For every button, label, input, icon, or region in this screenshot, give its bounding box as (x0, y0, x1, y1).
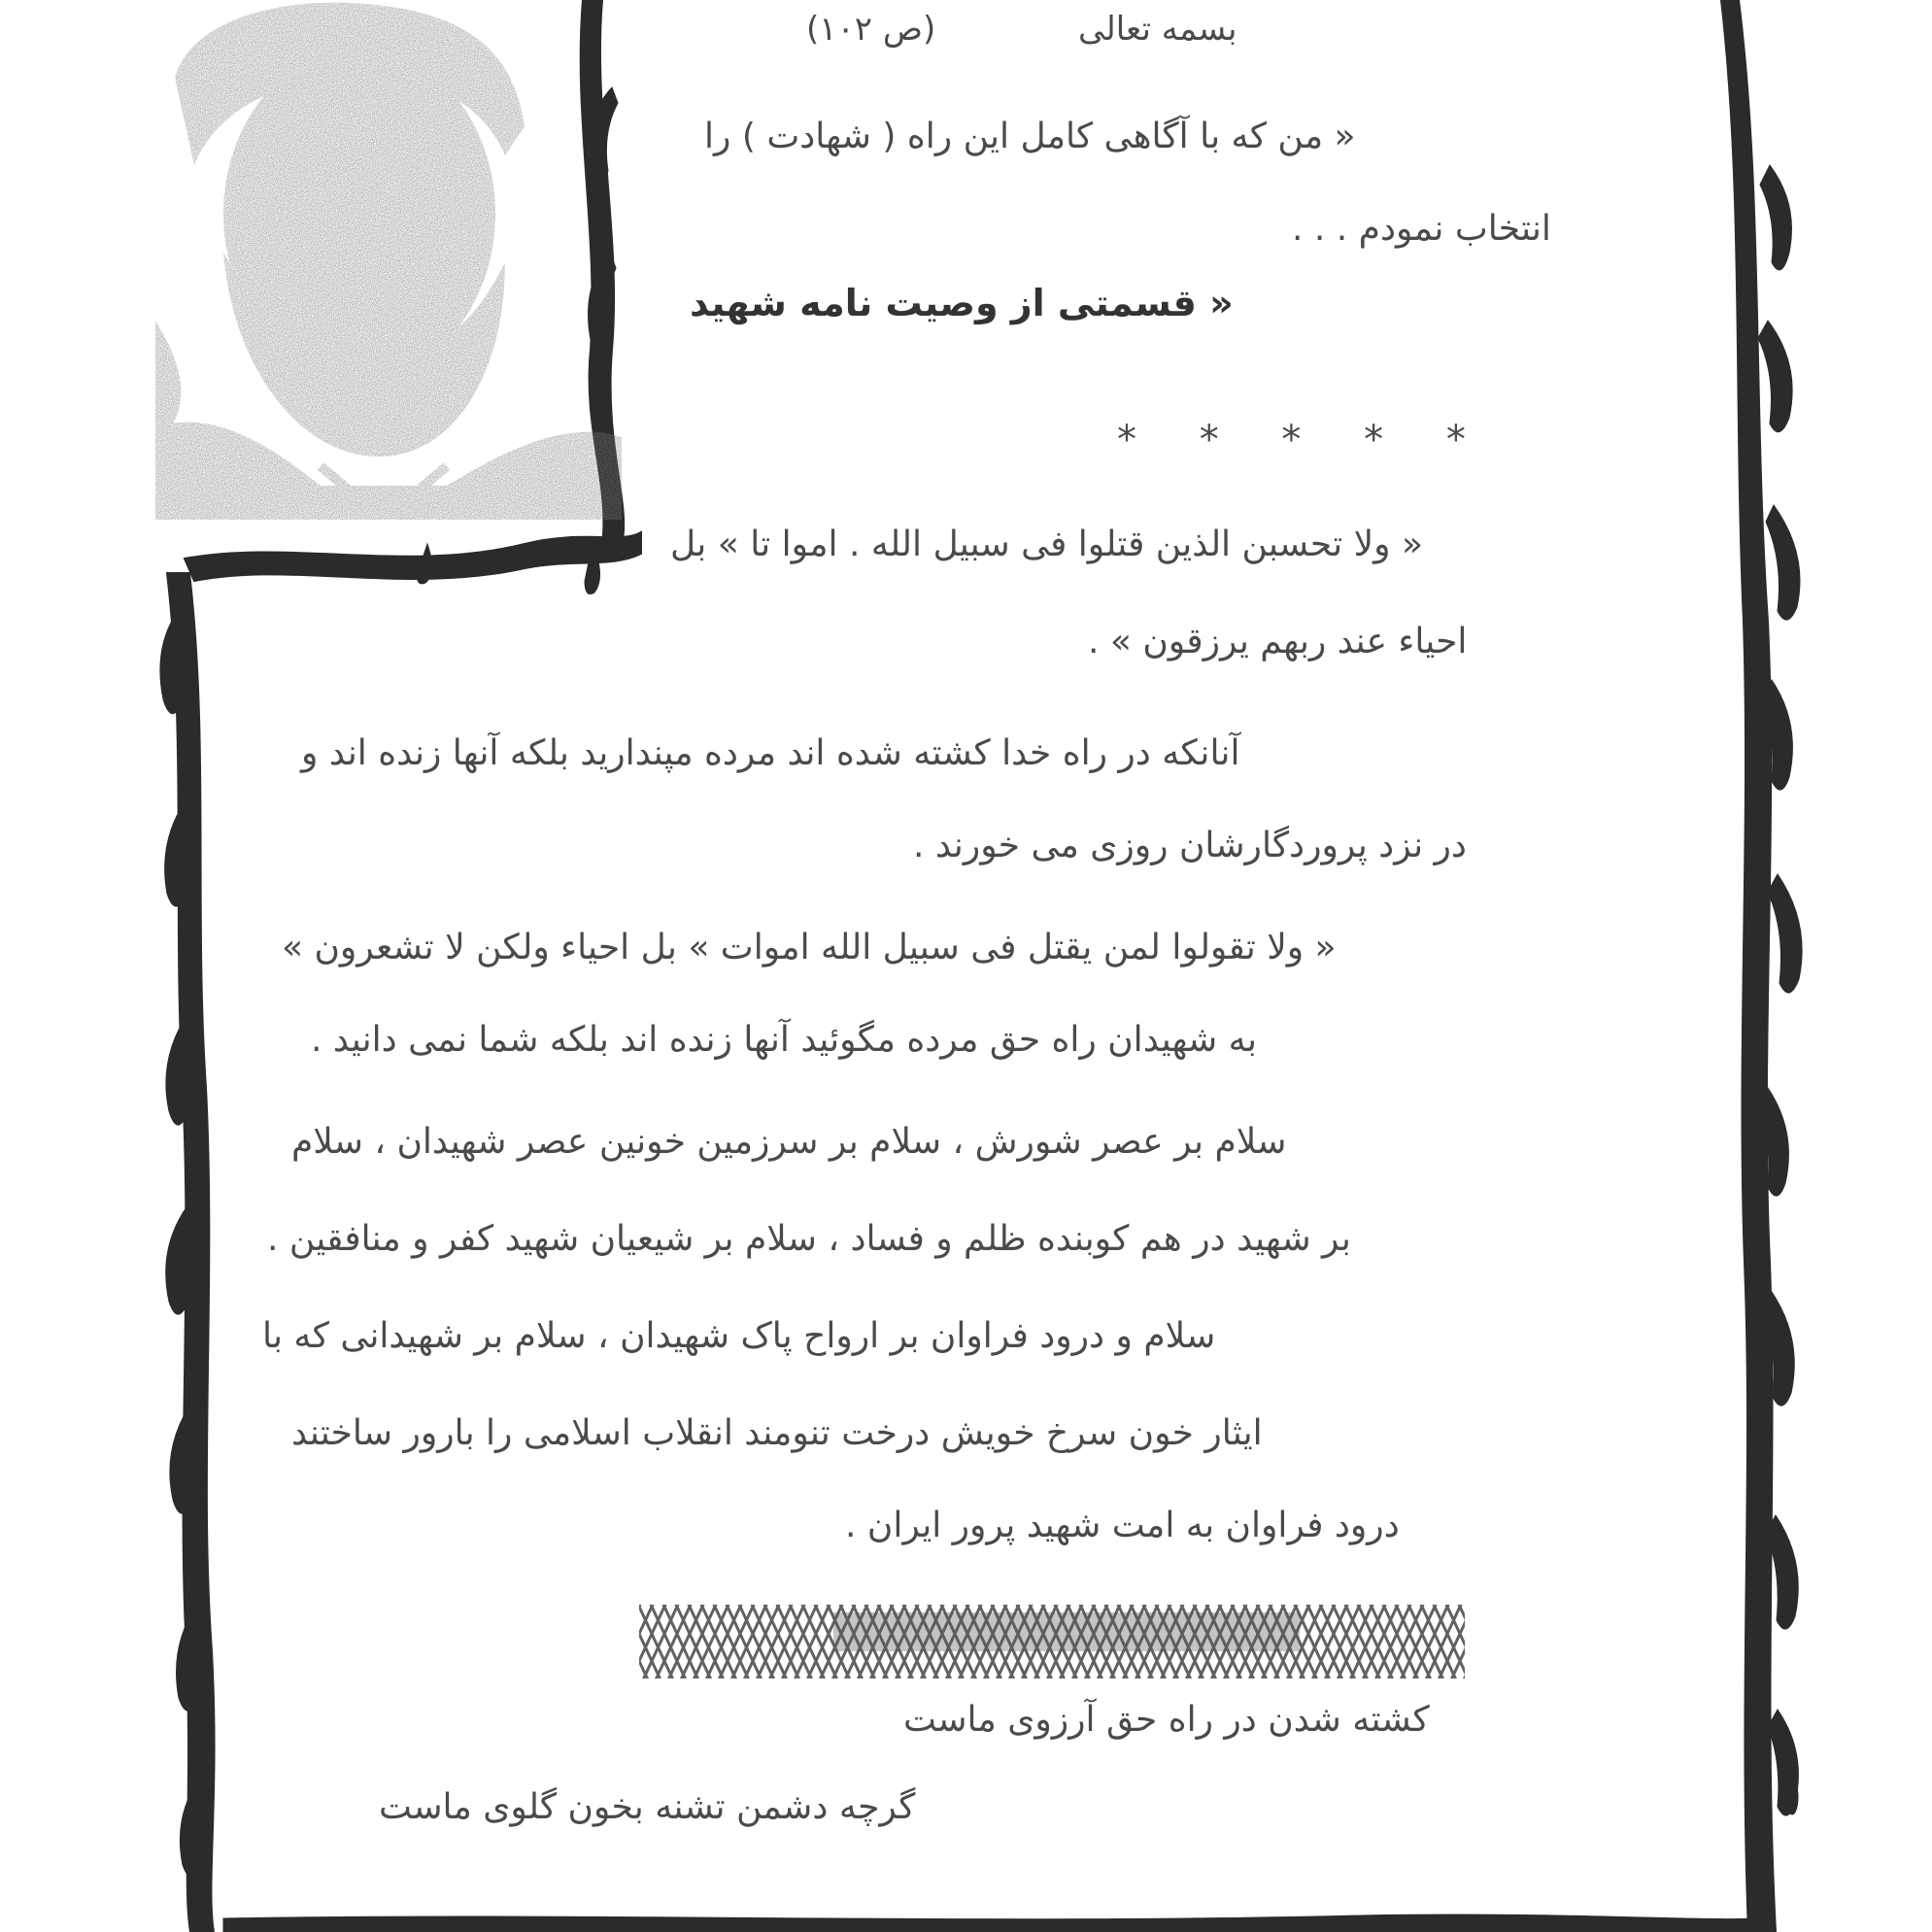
decorative-divider (639, 1593, 1465, 1690)
salam-line-4: ایثار خون سرخ خویش درخت تنومند انقلاب اسلامی را بارور ساختند (291, 1413, 1263, 1453)
poem-line-1: کشته شدن در راه حق آرزوی ماست (903, 1700, 1430, 1740)
quote-line-1: « من که با آگاهی کامل این راه ( شهادت ) را (704, 117, 1356, 156)
separator-dots: * * * * * (1117, 418, 1491, 462)
para1-line-1: آنانکه در راه خدا کشته شده اند مرده مپندارید بلکه آنها زنده اند و (301, 733, 1240, 773)
verse1-line-2: احیاء عند ربهم یرزقون » . (1088, 622, 1468, 661)
salam-line-1: سلام بر عصر شورش ، سلام بر سرزمین خونین عصر شهیدان ، سلام (291, 1122, 1287, 1162)
para1-line-2: در نزد پروردگارشان روزی می خورند . (913, 826, 1467, 865)
poem-line-2: گرچه دشمن تشنه بخون گلوی ماست (379, 1787, 916, 1827)
portrait-photo (155, 0, 622, 520)
heading-basmala: بسمه تعالی (1078, 10, 1237, 49)
salam-line-2: بر شهید در هم کوبنده ظلم و فساد ، سلام بر شیعیان شهید کفر و منافقین . (267, 1219, 1351, 1259)
heading-reference: (ص ۱۰۲) (806, 10, 936, 49)
salam-line-3: سلام و درود فراوان بر ارواح پاک شهیدان ، سلام بر شهیدانی که با (262, 1316, 1216, 1356)
salam-line-5: درود فراوان به امت شهید پرور ایران . (845, 1506, 1400, 1545)
will-caption: « قسمتی از وصیت نامه شهید (690, 282, 1234, 324)
verse2-line-2: به شهیدان راه حق مرده مگوئید آنها زنده اند بلکه شما نمی دانید . (311, 1020, 1257, 1060)
quote-line-2: انتخاب نمودم . . . (1292, 209, 1551, 249)
verse1-line-1: « ولا تحسبن الذین قتلوا فی سبیل الله . اموا تا » بل (670, 525, 1423, 564)
verse2-line-1: « ولا تقولوا لمن یقتل فی سبیل الله اموات » بل احیاء ولکن لا تشعرون » (282, 928, 1337, 967)
